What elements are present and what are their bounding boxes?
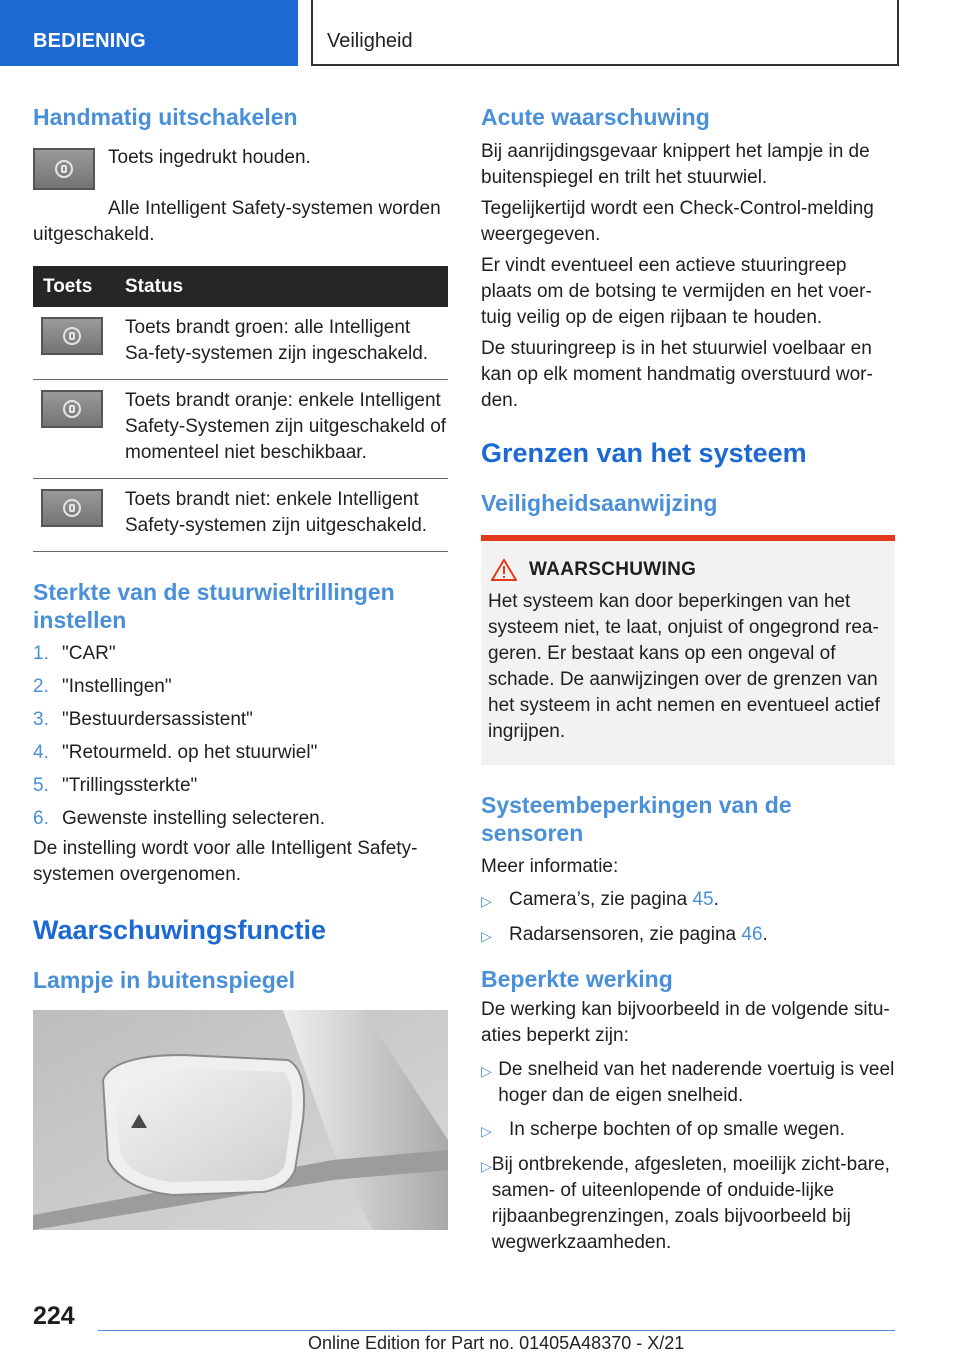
list-item: 4. "Retourmeld. op het stuurwiel" xyxy=(33,742,318,763)
list-item: 6. Gewenste instelling selecteren. xyxy=(33,808,325,829)
warning-title: WAARSCHUWING xyxy=(488,559,885,581)
page-number: 224 xyxy=(33,1302,75,1330)
heading-mirror-lamp: Lampje in buitenspiegel xyxy=(33,967,295,993)
list-item: 3. "Bestuurdersassistent" xyxy=(33,709,253,730)
reference-list xyxy=(481,887,895,949)
status-table-header xyxy=(33,266,448,307)
triangle-bullet-icon: ▷ xyxy=(481,893,492,909)
edition-note: Online Edition for Part no. 01405A48370 - X/21 xyxy=(308,1333,685,1353)
right-column xyxy=(481,100,895,1264)
triangle-bullet-icon: ▷ xyxy=(481,1158,492,1174)
section-title: BEDIENING xyxy=(33,30,146,52)
list-item: 2. "Instellingen" xyxy=(33,676,172,697)
warning-text: Het systeem kan door beperkingen van het systeem niet, te laat, onjuist of ongegrond rea-geren. Er bestaat kans op een ongeval of schade. De aanwijzingen over de grenzen van het systeem in acht nemen en eventueel actief ingrijpen. xyxy=(488,591,880,742)
page-link-46[interactable]: 46 xyxy=(741,924,763,945)
status-text: Toets brandt groen: alle Intelligent Sa-fety-systemen zijn ingeschakeld. xyxy=(125,307,448,380)
manual-result: Alle Intelligent Safety-systemen worden uitgeschakeld. xyxy=(33,198,441,245)
heading-sensor-limits: Systeembeperkingen van de sensoren xyxy=(481,792,792,846)
status-text: Toets brandt oranje: enkele Intelligent Safety-Systemen zijn uitgeschakeld of momenteel niet beschikbaar. xyxy=(125,380,448,479)
manual-instruction: Toets ingedrukt houden. xyxy=(108,147,311,168)
safety-button-orange-icon xyxy=(41,390,103,428)
more-info-label: Meer informatie: xyxy=(481,856,619,877)
list-item: ▷ Radarsensoren, zie pagina 46. xyxy=(481,922,895,949)
left-column xyxy=(33,100,448,1230)
acute-paragraph: De stuuringreep is in het stuurwiel voelbaar en kan op elk moment handmatig overstuurd wor-den. xyxy=(481,338,873,411)
list-item: 5. "Trillingssterkte" xyxy=(33,775,198,796)
limited-list xyxy=(481,1057,895,1256)
subsection-header xyxy=(311,0,899,66)
warning-box xyxy=(481,535,895,765)
list-item: ▷ De snelheid van het naderende voertuig is veel hoger dan de eigen snelheid. xyxy=(481,1057,895,1109)
safety-button-icon xyxy=(33,148,95,190)
heading-manual-off: Handmatig uitschakelen xyxy=(33,104,298,130)
list-item: ▷ Bij ontbrekende, afgesleten, moeilijk zicht-bare, samen- of uiteenlopende of onduide-lijke rijbaanbegrenzingen, zoals bijvoorbeeld bij wegwerkzaamheden. xyxy=(481,1152,895,1256)
heading-strength: Sterkte van de stuurwieltrillingen instellen xyxy=(33,579,395,633)
manual-block xyxy=(33,145,448,190)
acute-paragraph: Bij aanrijdingsgevaar knippert het lampje in de buitenspiegel en trilt het stuurwiel. xyxy=(481,141,870,188)
heading-safety-note: Veiligheidsaanwijzing xyxy=(481,490,718,516)
table-row xyxy=(33,380,448,479)
table-row xyxy=(33,479,448,552)
heading-limited-operation: Beperkte werking xyxy=(481,966,673,992)
mirror-illustration xyxy=(33,1010,448,1230)
acute-paragraph: Tegelijkertijd wordt een Check-Control-melding weergegeven. xyxy=(481,198,874,245)
status-table xyxy=(33,266,448,552)
triangle-bullet-icon: ▷ xyxy=(481,1063,492,1079)
heading-warning-function: Waarschuwingsfunctie xyxy=(33,915,327,945)
warning-triangle-icon xyxy=(491,559,517,581)
status-text: Toets brandt niet: enkele Intelligent Safety-systemen zijn uitgeschakeld. xyxy=(125,479,448,552)
heading-acute-warning: Acute waarschuwing xyxy=(481,104,710,130)
triangle-bullet-icon: ▷ xyxy=(481,928,492,944)
limited-intro: De werking kan bijvoorbeeld in de volgende situ-aties beperkt zijn: xyxy=(481,999,890,1046)
safety-button-green-icon xyxy=(41,317,103,355)
section-tab xyxy=(0,0,298,66)
safety-button-off-icon xyxy=(41,489,103,527)
strength-note: De instelling wordt voor alle Intelligent Safety-systemen overgenomen. xyxy=(33,838,418,885)
heading-system-limits: Grenzen van het systeem xyxy=(481,438,807,468)
subsection-title: Veiligheid xyxy=(327,30,413,52)
list-item: ▷ Camera’s, zie pagina 45. xyxy=(481,887,895,914)
list-item: 1. "CAR" xyxy=(33,643,116,664)
acute-paragraph: Er vindt eventueel een actieve stuuringreep plaats om de botsing te vermijden en het voer-tuig veilig op de eigen rijbaan te houden. xyxy=(481,255,872,328)
col-status: Status xyxy=(125,266,448,307)
list-item: ▷ In scherpe bochten of op smalle wegen. xyxy=(481,1117,895,1144)
triangle-bullet-icon: ▷ xyxy=(481,1123,492,1139)
col-toets: Toets xyxy=(33,266,125,307)
page-link-45[interactable]: 45 xyxy=(692,889,714,910)
table-row xyxy=(33,307,448,380)
steps-list xyxy=(33,641,448,832)
footer-divider xyxy=(98,1330,895,1331)
